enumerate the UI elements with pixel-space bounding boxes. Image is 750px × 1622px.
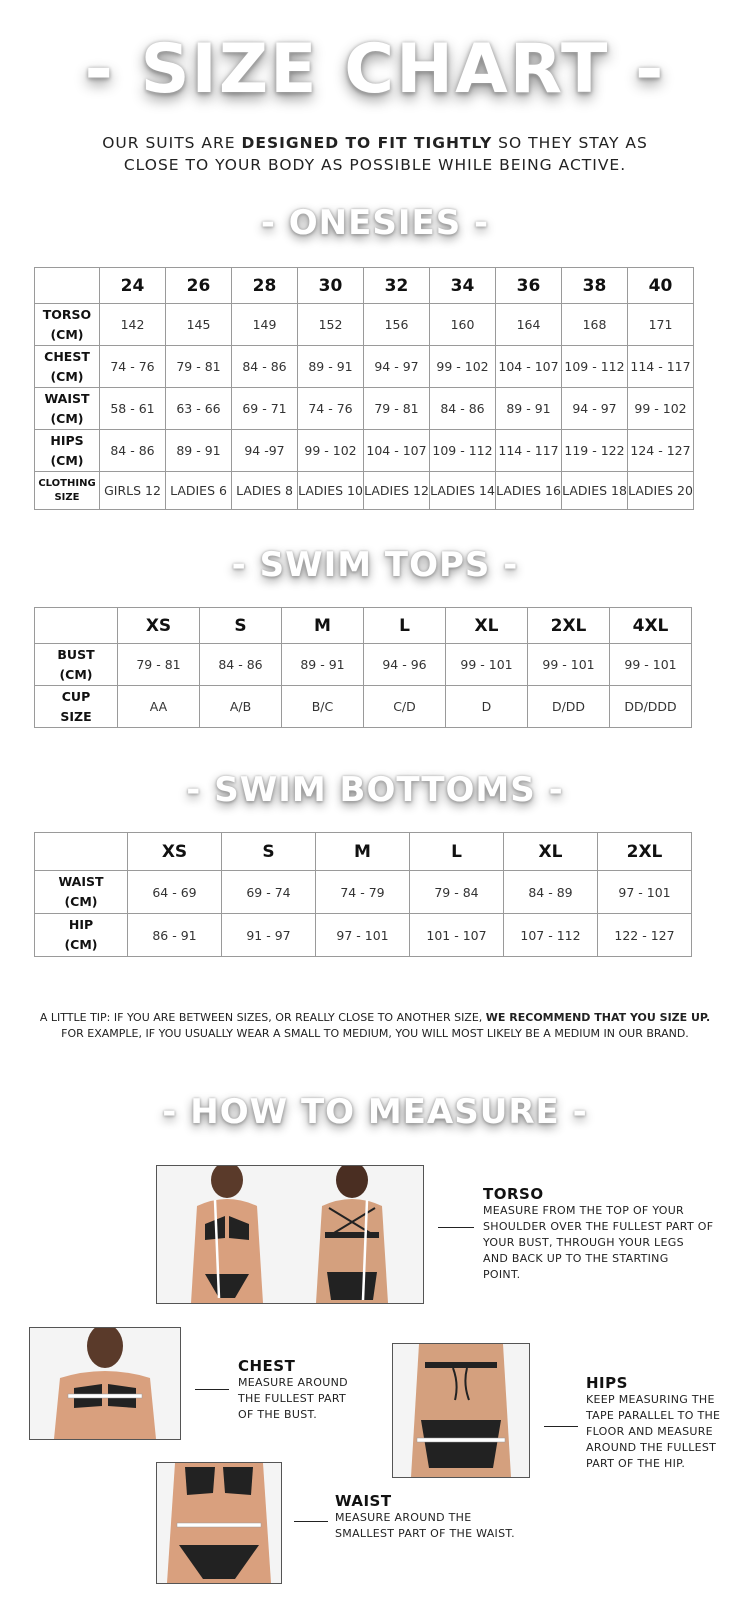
cell: 101 - 107 — [410, 914, 504, 957]
page-title: - SIZE CHART - — [84, 30, 666, 109]
hips-photo — [392, 1343, 530, 1478]
cell: 89 - 91 — [298, 346, 364, 388]
cell: 94 - 97 — [364, 346, 430, 388]
size-header: XL — [446, 608, 528, 644]
corner-cell — [35, 833, 128, 871]
size-header: M — [316, 833, 410, 871]
intro-line2: CLOSE TO YOUR BODY AS POSSIBLE WHILE BEING ACTIVE. — [123, 156, 627, 174]
cell: 149 — [232, 304, 298, 346]
chest-connector — [195, 1389, 229, 1390]
size-header: 26 — [166, 268, 232, 304]
table-row — [35, 388, 694, 430]
cell: 99 - 102 — [298, 430, 364, 472]
cell: 74 - 76 — [298, 388, 364, 430]
row-label: CHEST (CM) — [35, 346, 100, 388]
cell: 156 — [364, 304, 430, 346]
cell: 142 — [100, 304, 166, 346]
cell: LADIES 14 — [430, 472, 496, 510]
row-label: HIPS (CM) — [35, 430, 100, 472]
tip-bold: WE RECOMMEND THAT YOU SIZE UP. — [485, 1011, 711, 1024]
cell: LADIES 12 — [364, 472, 430, 510]
cell: DD/DDD — [610, 686, 692, 728]
size-tip — [0, 1010, 750, 1042]
intro-pre: OUR SUITS ARE — [102, 134, 242, 152]
cell: 69 - 71 — [232, 388, 298, 430]
cell: 164 — [496, 304, 562, 346]
onesies-title: - ONESIES - — [260, 203, 490, 243]
cell: AA — [118, 686, 200, 728]
row-label: TORSO (CM) — [35, 304, 100, 346]
cell: A/B — [200, 686, 282, 728]
chest-photo — [29, 1327, 181, 1440]
size-header: 2XL — [528, 608, 610, 644]
intro-post: SO THEY STAY AS — [492, 134, 648, 152]
cell: 86 - 91 — [128, 914, 222, 957]
waist-photo — [156, 1462, 282, 1584]
size-header: 38 — [562, 268, 628, 304]
cell: 89 - 91 — [496, 388, 562, 430]
cell: 91 - 97 — [222, 914, 316, 957]
cell: 64 - 69 — [128, 871, 222, 914]
cell: LADIES 6 — [166, 472, 232, 510]
chest-heading: CHEST — [238, 1357, 296, 1375]
size-header: S — [200, 608, 282, 644]
size-header: XS — [118, 608, 200, 644]
cell: 97 - 101 — [598, 871, 692, 914]
chest-label: CHEST MEASURE AROUND THE FULLEST PART OF THE BUST. — [238, 1357, 388, 1423]
size-header: 30 — [298, 268, 364, 304]
row-label: CLOTHING SIZE — [35, 472, 100, 510]
cell: 84 - 86 — [100, 430, 166, 472]
cell: LADIES 16 — [496, 472, 562, 510]
tip-line2: FOR EXAMPLE, IF YOU USUALLY WEAR A SMALL TO MEDIUM, YOU WILL MOST LIKELY BE A MEDIUM IN OUR BRAND. — [61, 1027, 689, 1040]
cell: 94 - 96 — [364, 644, 446, 686]
cell: 89 - 91 — [166, 430, 232, 472]
cell: 63 - 66 — [166, 388, 232, 430]
hips-connector — [544, 1426, 578, 1427]
waist-label: WAIST MEASURE AROUND THE SMALLEST PART OF THE WAIST. — [335, 1492, 535, 1542]
cell: LADIES 20 — [628, 472, 694, 510]
cell: 74 - 79 — [316, 871, 410, 914]
cell: B/C — [282, 686, 364, 728]
swim-tops-table — [34, 607, 692, 728]
row-label: BUST (CM) — [35, 644, 118, 686]
table-row — [35, 304, 694, 346]
table-row — [35, 914, 692, 957]
swim-tops-title: - SWIM TOPS - — [231, 545, 519, 585]
cell: 79 - 81 — [364, 388, 430, 430]
cell: 122 - 127 — [598, 914, 692, 957]
table-row — [35, 346, 694, 388]
torso-heading: TORSO — [483, 1185, 544, 1203]
torso-label: TORSO MEASURE FROM THE TOP OF YOUR SHOULDER OVER THE FULLEST PART OF YOUR BUST, THROUGH YOUR LEGS AND BACK UP TO THE STARTING POINT. — [483, 1185, 723, 1283]
cell: LADIES 10 — [298, 472, 364, 510]
cell: LADIES 18 — [562, 472, 628, 510]
size-header: S — [222, 833, 316, 871]
cell: LADIES 8 — [232, 472, 298, 510]
cell: 109 - 112 — [430, 430, 496, 472]
cell: C/D — [364, 686, 446, 728]
table-row — [35, 871, 692, 914]
table-row — [35, 472, 694, 510]
torso-connector — [438, 1227, 474, 1228]
table-row — [35, 430, 694, 472]
cell: 145 — [166, 304, 232, 346]
cell: 99 - 101 — [446, 644, 528, 686]
size-header: M — [282, 608, 364, 644]
onesies-table — [34, 267, 694, 510]
hips-label: HIPS KEEP MEASURING THE TAPE PARALLEL TO THE FLOOR AND MEASURE AROUND THE FULLEST PART OF THE HIP. — [586, 1374, 736, 1472]
row-label: WAIST (CM) — [35, 388, 100, 430]
cell: 99 - 102 — [430, 346, 496, 388]
cell: 84 - 86 — [232, 346, 298, 388]
cell: D/DD — [528, 686, 610, 728]
cell: 168 — [562, 304, 628, 346]
cell: D — [446, 686, 528, 728]
cell: 114 - 117 — [628, 346, 694, 388]
cell: 114 - 117 — [496, 430, 562, 472]
cell: 99 - 102 — [628, 388, 694, 430]
cell: 99 - 101 — [610, 644, 692, 686]
cell: 79 - 81 — [118, 644, 200, 686]
cell: 84 - 86 — [200, 644, 282, 686]
size-header: 40 — [628, 268, 694, 304]
cell: 119 - 122 — [562, 430, 628, 472]
cell: 84 - 89 — [504, 871, 598, 914]
intro-bold: DESIGNED TO FIT TIGHTLY — [241, 134, 493, 152]
size-header: 32 — [364, 268, 430, 304]
size-header: 24 — [100, 268, 166, 304]
size-header: 36 — [496, 268, 562, 304]
size-header: L — [410, 833, 504, 871]
row-label: CUP SIZE — [35, 686, 118, 728]
waist-connector — [294, 1521, 328, 1522]
cell: 171 — [628, 304, 694, 346]
corner-cell — [35, 608, 118, 644]
torso-photo — [156, 1165, 424, 1304]
cell: 84 - 86 — [430, 388, 496, 430]
cell: 94 -97 — [232, 430, 298, 472]
swim-bottoms-table — [34, 832, 692, 957]
cell: 104 - 107 — [496, 346, 562, 388]
cell: 124 - 127 — [628, 430, 694, 472]
cell: 79 - 84 — [410, 871, 504, 914]
cell: GIRLS 12 — [100, 472, 166, 510]
size-header: 28 — [232, 268, 298, 304]
corner-cell — [35, 268, 100, 304]
size-header: L — [364, 608, 446, 644]
intro-text — [0, 132, 750, 176]
cell: 58 - 61 — [100, 388, 166, 430]
size-header: XS — [128, 833, 222, 871]
cell: 79 - 81 — [166, 346, 232, 388]
how-to-measure-title: - HOW TO MEASURE - — [162, 1092, 588, 1132]
size-header: 2XL — [598, 833, 692, 871]
cell: 89 - 91 — [282, 644, 364, 686]
waist-heading: WAIST — [335, 1492, 392, 1510]
size-header: 4XL — [610, 608, 692, 644]
hips-heading: HIPS — [586, 1374, 628, 1392]
cell: 74 - 76 — [100, 346, 166, 388]
cell: 104 - 107 — [364, 430, 430, 472]
size-header: XL — [504, 833, 598, 871]
cell: 152 — [298, 304, 364, 346]
row-label: HIP (CM) — [35, 914, 128, 957]
table-row — [35, 644, 692, 686]
cell: 109 - 112 — [562, 346, 628, 388]
cell: 160 — [430, 304, 496, 346]
cell: 94 - 97 — [562, 388, 628, 430]
cell: 97 - 101 — [316, 914, 410, 957]
cell: 99 - 101 — [528, 644, 610, 686]
cell: 69 - 74 — [222, 871, 316, 914]
row-label: WAIST (CM) — [35, 871, 128, 914]
tip-pre: A LITTLE TIP: IF YOU ARE BETWEEN SIZES, OR REALLY CLOSE TO ANOTHER SIZE, — [39, 1011, 486, 1024]
cell: 107 - 112 — [504, 914, 598, 957]
size-header: 34 — [430, 268, 496, 304]
swim-bottoms-title: - SWIM BOTTOMS - — [186, 770, 564, 810]
table-row — [35, 686, 692, 728]
